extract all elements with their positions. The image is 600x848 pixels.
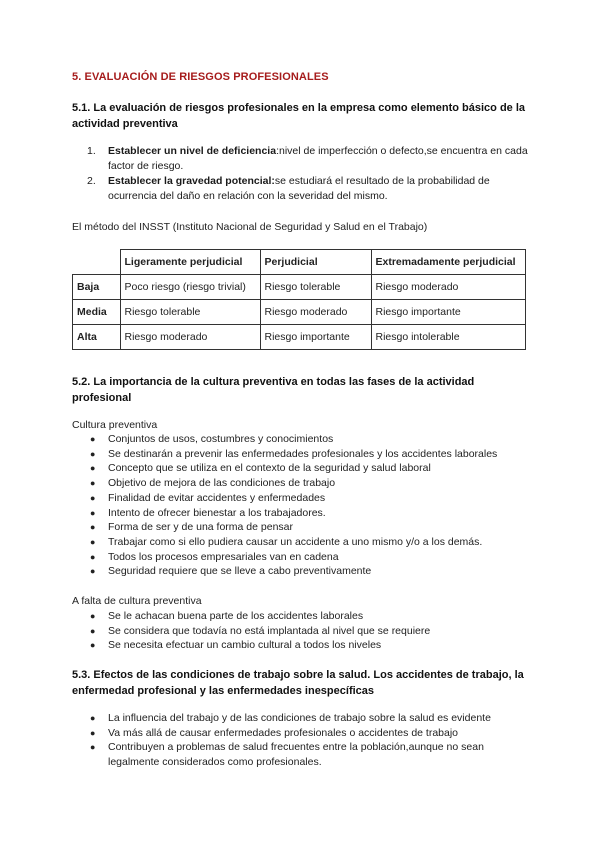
bullet-icon: ● — [90, 713, 96, 723]
risk-matrix-table — [72, 249, 526, 350]
step-bold: Establecer la gravedad potencial: — [108, 175, 275, 187]
table-header-cell: Ligeramente perjudicial — [120, 250, 260, 275]
list-item: ● Finalidad de evitar accidentes y enfermedades — [90, 491, 326, 504]
list-item: ● La influencia del trabajo y de las condiciones de trabajo sobre la salud es evidente — [90, 712, 491, 724]
table-cell: Riesgo tolerable — [120, 300, 260, 325]
bullet-icon: ● — [90, 625, 96, 636]
bullet-icon: ● — [90, 492, 96, 503]
step-item — [72, 174, 532, 204]
table-cell: Riesgo tolerable — [260, 275, 371, 300]
subsection-5-3-title: 5.3. Efectos de las condiciones de trabajo sobre la salud. Los accidentes de trabajo, la enfermedad profesional y las enfermedades inespecíficas — [72, 669, 524, 697]
bullet-icon: ● — [90, 727, 96, 738]
table-header-row — [73, 250, 526, 275]
step-number: 2. — [87, 175, 96, 187]
list-item: ● Seguridad requiere que se lleve a cabo preventivamente — [90, 565, 372, 578]
table-cell: Riesgo moderado — [120, 325, 260, 350]
list-item: ● Conjuntos de usos, costumbres y conocimientos — [90, 433, 334, 445]
section-title: 5. EVALUACIÓN DE RIESGOS PROFESIONALES — [72, 71, 329, 83]
table-cell: Riesgo moderado — [371, 275, 525, 300]
effects-list — [72, 711, 532, 770]
bullet-icon: ● — [90, 536, 96, 547]
step-text: :nivel de imperfección o defecto,se encuentra en cada factor de riesgo. — [108, 145, 528, 172]
step-item — [72, 144, 532, 174]
subsection-5-2-title: 5.2. La importancia de la cultura preventiva en todas las fases de la actividad profesional — [72, 376, 475, 404]
bullet-icon: ● — [90, 448, 96, 459]
list-item: ● Se le achacan buena parte de los accidentes laborales — [90, 610, 364, 622]
table-cell: Poco riesgo (riesgo trivial) — [120, 275, 260, 300]
list-item: ● Objetivo de mejora de las condiciones de trabajo — [90, 477, 336, 490]
table-cell: Riesgo importante — [371, 300, 525, 325]
list-item: ● Trabajar como si ello pudiera causar un accidente a uno mismo y/o a los demás. — [90, 535, 483, 548]
step-number: 1. — [87, 145, 96, 157]
lack-list — [72, 609, 532, 653]
subsection-5-1-title: 5.1. La evaluación de riesgos profesionales en la empresa como elemento básico de la actividad preventiva — [72, 102, 526, 130]
table-cell: Riesgo moderado — [260, 300, 371, 325]
list-item: ● Se necesita efectuar un cambio cultural a todos los niveles — [90, 639, 382, 652]
row-header-cell: Media — [73, 300, 121, 325]
list-item: ● Intento de ofrecer bienestar a los trabajadores. — [90, 506, 326, 519]
table-row — [73, 325, 526, 350]
table-corner-cell — [73, 250, 121, 275]
step-bold: Establecer un nivel de deficiencia — [108, 145, 277, 157]
bullet-icon: ● — [90, 551, 96, 562]
list-item: ● Contribuyen a problemas de salud frecuentes entre la población,aunque no sean legalmente considerados como profesionales. — [90, 741, 484, 769]
table-cell: Riesgo intolerable — [371, 325, 525, 350]
table-row — [73, 275, 526, 300]
table-header-cell: Extremadamente perjudicial — [371, 250, 525, 275]
bullet-icon: ● — [90, 507, 96, 518]
bullet-icon: ● — [90, 522, 96, 533]
bullet-icon: ● — [90, 434, 96, 444]
bullet-icon: ● — [90, 478, 96, 489]
bullet-icon: ● — [90, 640, 96, 651]
bullet-icon: ● — [90, 611, 96, 621]
list-item: ● Se considera que todavía no está implantada al nivel que se requiere — [90, 624, 431, 637]
bullet-icon: ● — [90, 463, 96, 474]
steps-list — [72, 144, 532, 204]
row-header-cell: Baja — [73, 275, 121, 300]
row-header-cell: Alta — [73, 325, 121, 350]
bullet-icon: ● — [90, 566, 96, 577]
step-text: se estudiará el resultado de la probabilidad de ocurrencia del daño en relación con la severidad del mismo. — [108, 175, 490, 202]
culture-label: Cultura preventiva — [72, 419, 158, 431]
list-item: ● Va más allá de causar enfermedades profesionales o accidentes de trabajo — [90, 726, 459, 739]
list-item: ● Todos los procesos empresariales van en cadena — [90, 550, 339, 563]
list-item: ● Se destinarán a prevenir las enfermedades profesionales y los accidentes laborales — [90, 447, 498, 460]
lack-label: A falta de cultura preventiva — [72, 595, 202, 607]
bullet-icon: ● — [90, 742, 96, 753]
method-text: El método del INSST (Instituto Nacional de Seguridad y Salud en el Trabajo) — [72, 221, 428, 233]
list-item: ● Concepto que se utiliza en el contexto de la seguridad y salud laboral — [90, 462, 431, 475]
table-row — [73, 300, 526, 325]
list-item: ● Forma de ser y de una forma de pensar — [90, 521, 294, 534]
table-header-cell: Perjudicial — [260, 250, 371, 275]
culture-list — [72, 432, 532, 579]
table-cell: Riesgo importante — [260, 325, 371, 350]
